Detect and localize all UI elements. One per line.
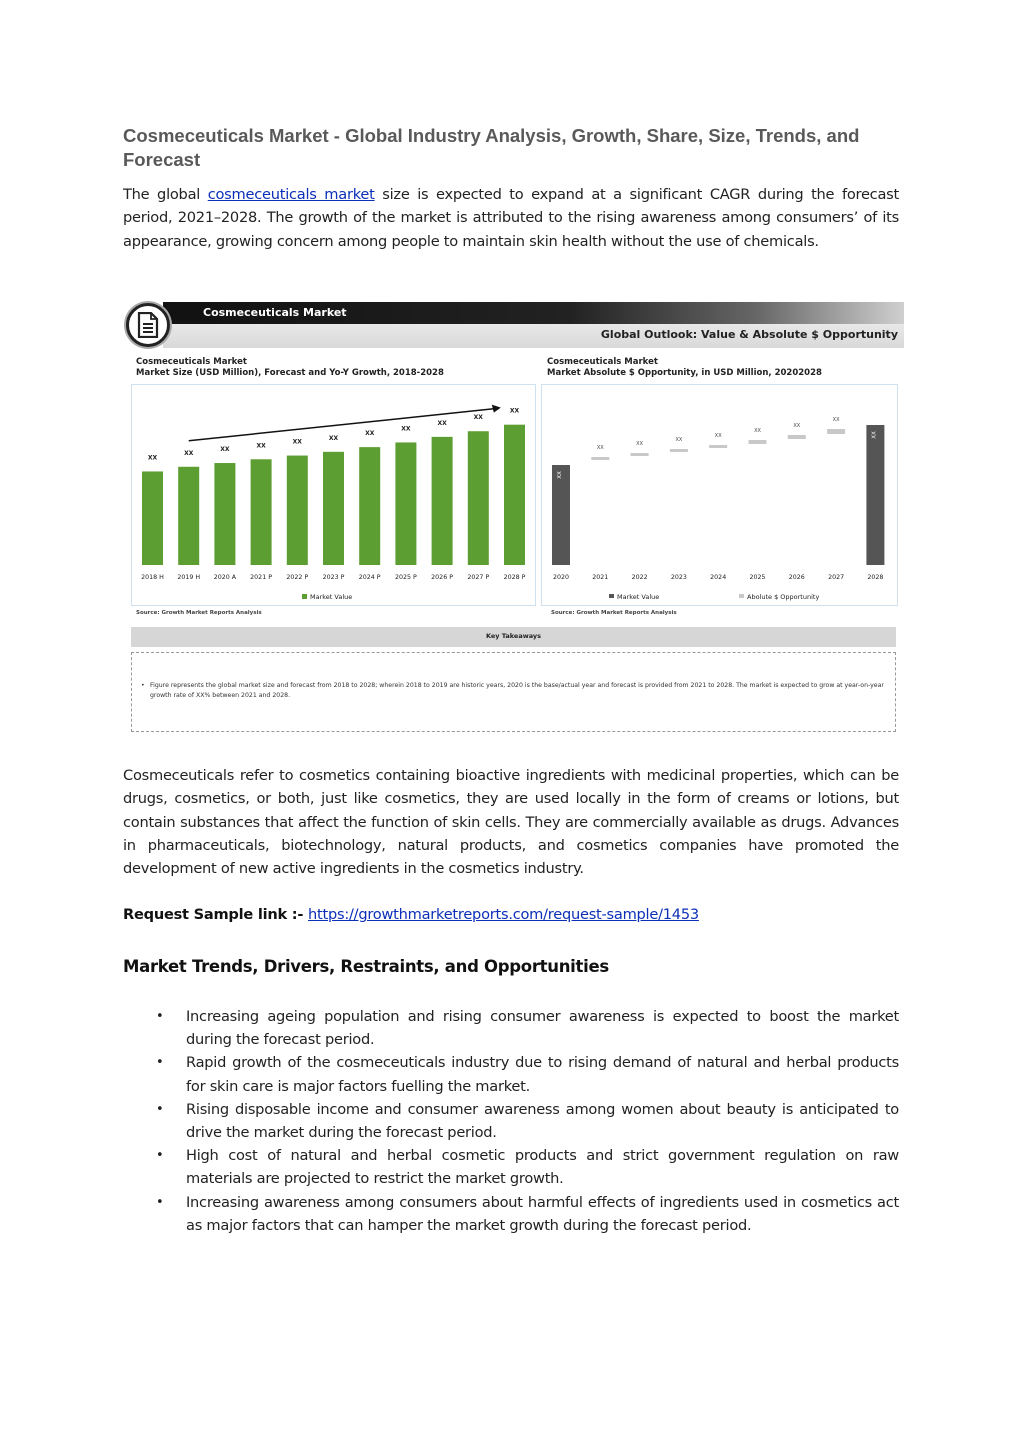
x-tick-label: 2022 P (286, 574, 309, 581)
bullet-text: Rapid growth of the cosmeceuticals industry due to rising demand of natural and herbal products for skin care is major factors fuelling the market. (186, 1054, 899, 1095)
key-takeaways-label: Key Takeaways (485, 632, 542, 640)
x-tick-label: 2025 (749, 574, 766, 581)
market-value-bar (552, 465, 570, 565)
bar-data-label: XX (714, 433, 722, 439)
bullet-item (150, 1144, 899, 1190)
bar-data-label: XX (256, 442, 266, 450)
opportunity-bar (631, 453, 649, 456)
x-tick-label: 2022 (631, 574, 648, 581)
document-icon (126, 303, 170, 347)
x-tick-label: 2020 A (213, 574, 237, 581)
market-value-bar (866, 425, 884, 565)
market-value-bar (432, 437, 453, 565)
right-panel-heading-line1: Cosmeceuticals Market (547, 357, 658, 367)
x-tick-label: 2024 P (358, 574, 381, 581)
market-value-bar (359, 447, 380, 565)
market-infographic (123, 300, 904, 737)
x-tick-label: 2025 P (394, 574, 417, 581)
x-tick-label: 2026 (788, 574, 805, 581)
cosmeceuticals-market-link[interactable]: cosmeceuticals market (207, 186, 375, 203)
x-tick-label: 2028 (867, 574, 884, 581)
opportunity-bar (670, 449, 688, 452)
market-value-bar (251, 459, 272, 565)
bullet-glyph: • (156, 1009, 164, 1024)
left-panel-heading-line2: Market Size (USD Million), Forecast and Yo-Y Growth, 2018-2028 (136, 368, 444, 378)
request-sample-label: Request Sample link :- (123, 906, 309, 923)
market-value-bar (287, 456, 308, 565)
key-takeaways-bar (131, 627, 896, 647)
bar-data-label: XX (147, 454, 158, 462)
bullet-glyph: • (141, 682, 145, 689)
infographic-title: Cosmeceuticals Market (203, 306, 347, 319)
left-panel-source: Source: Growth Market Reports Analysis (136, 610, 262, 616)
opportunity-bar (749, 440, 767, 444)
legend-swatch (609, 594, 614, 598)
request-sample-line (123, 904, 699, 926)
x-tick-label: 2024 (710, 574, 727, 581)
growth-trend-arrow-head (492, 405, 501, 413)
bullet-glyph: • (156, 1148, 164, 1164)
market-value-bar (178, 467, 199, 565)
infographic-subtitle: Global Outlook: Value & Absolute $ Opportunity (600, 328, 898, 341)
x-tick-label: 2019 H (177, 574, 201, 581)
right-panel-heading-line2: Market Absolute $ Opportunity, in USD Million, 20202028 (547, 368, 822, 378)
bar-data-label: XX (793, 423, 801, 429)
x-tick-label: 2020 (552, 574, 570, 581)
right-panel-heading (547, 357, 822, 379)
bar-data-label: XX (596, 445, 604, 451)
intro-text-before: The global (123, 186, 208, 203)
x-tick-label: 2021 (592, 574, 609, 581)
x-tick-label: 2027 P (467, 574, 490, 581)
definition-paragraph: Cosmeceuticals refer to cosmetics containing bioactive ingredients with medicinal properties, which can be drugs, cosmetics, or both, just like cosmetics, they are used locally in the form of creams or lotions, but contain substances that affect the function of skin cells. They are commercially available as drugs. Advances in pharmaceuticals, biotechnology, natural products, and cosmetics companies have promoted the development of new active ingredients in the cosmetics industry. (123, 767, 899, 878)
bullet-item (150, 1051, 899, 1097)
key-takeaways-body: Figure represents the global market size and forecast from 2018 to 2028; wherein 2018 to 2019 are historic years, 2020 is the base/actual year and forecast is provided from 2021 to 2028. The market is expected to grow at year-on-year growth rate of XX% between 2021 and 2028. (150, 682, 884, 699)
right-chart-panel (541, 384, 898, 606)
bar-data-label: XX (754, 428, 761, 434)
bullet-glyph: • (156, 1194, 164, 1210)
market-value-bar (214, 463, 235, 565)
x-tick-label: 2026 P (431, 574, 454, 581)
bullet-item (150, 1191, 899, 1237)
bar-data-label: XX (675, 437, 683, 443)
bar-data-label: XX (832, 417, 840, 423)
bullet-text: Increasing awareness among consumers about harmful effects of ingredients used in cosmetics act as major factors that can hamper the market growth during the forecast period. (186, 1193, 899, 1234)
bar-data-label: XX (401, 425, 411, 433)
bullet-item (150, 1005, 899, 1051)
legend-label: Market Value (617, 593, 660, 601)
trends-bullet-list (150, 1005, 899, 1237)
bullet-text: High cost of natural and herbal cosmetic products and strict government regulation on raw materials are projected to restrict the market growth. (186, 1147, 899, 1188)
opportunity-bar (827, 429, 845, 434)
bar-data-label: XX (636, 441, 644, 447)
market-value-bar (468, 431, 489, 565)
market-value-bar (142, 471, 163, 565)
key-takeaways-text (141, 681, 896, 700)
bar-data-label: XX (437, 419, 447, 427)
bullet-item (150, 1098, 899, 1144)
intro-text-after: size is expected to expand at a significant CAGR during the forecast period, 2021–2028. The growth of the market is attributed to the rising awareness among consumers’ of its appearance, growing concern among people to maintain skin health without the use of chemicals. (123, 186, 899, 250)
legend-swatch (302, 594, 307, 599)
x-tick-label: 2023 P (322, 574, 345, 581)
section-heading: Market Trends, Drivers, Restraints, and Opportunities (123, 957, 609, 976)
bullet-text: Rising disposable income and consumer awareness among women about beauty is anticipated to drive the market during the forecast period. (186, 1100, 899, 1142)
legend-label: Abolute $ Opportunity (747, 593, 820, 601)
bar-data-label: XX (220, 446, 230, 454)
legend-swatch (739, 594, 744, 598)
x-tick-label: 2023 (670, 574, 687, 581)
bar-data-label: XX (473, 414, 483, 422)
x-tick-label: 2028 P (503, 574, 526, 581)
opportunity-bar (709, 445, 727, 448)
opportunity-bar (788, 435, 806, 439)
bullet-glyph: • (156, 1055, 164, 1071)
x-tick-label: 2027 (828, 574, 845, 581)
bar-data-label: XX (292, 438, 302, 446)
intro-paragraph (123, 183, 899, 253)
right-panel-source: Source: Growth Market Reports Analysis (551, 610, 677, 616)
bullet-text: Increasing ageing population and rising consumer awareness is expected to boost the market during the forecast period. (186, 1008, 899, 1049)
market-value-bar (323, 452, 344, 565)
page-title: Cosmeceuticals Market - Global Industry Analysis, Growth, Share, Size, Trends, and Forecast (123, 125, 860, 170)
market-size-chart (132, 385, 534, 604)
absolute-opportunity-chart (542, 385, 896, 604)
left-panel-heading (136, 357, 444, 379)
growth-trend-arrow-line (189, 409, 495, 441)
x-tick-label: 2018 H (141, 574, 164, 581)
bar-data-label: XX (557, 471, 563, 479)
market-value-bar (395, 442, 416, 565)
left-panel-heading-line1: Cosmeceuticals Market (136, 357, 247, 367)
bar-data-label: XX (184, 449, 194, 457)
bar-data-label: XX (509, 407, 520, 415)
bar-data-label: XX (328, 434, 339, 442)
request-sample-link[interactable]: https://growthmarketreports.com/request-sample/1453 (308, 906, 699, 923)
bar-data-label: XX (365, 430, 375, 438)
legend-label: Market Value (310, 593, 353, 601)
market-value-bar (504, 425, 525, 565)
bullet-glyph: • (156, 1101, 164, 1117)
left-chart-panel (131, 384, 536, 606)
opportunity-bar (591, 457, 609, 460)
x-tick-label: 2021 P (250, 574, 273, 581)
bar-data-label: XX (871, 431, 878, 439)
